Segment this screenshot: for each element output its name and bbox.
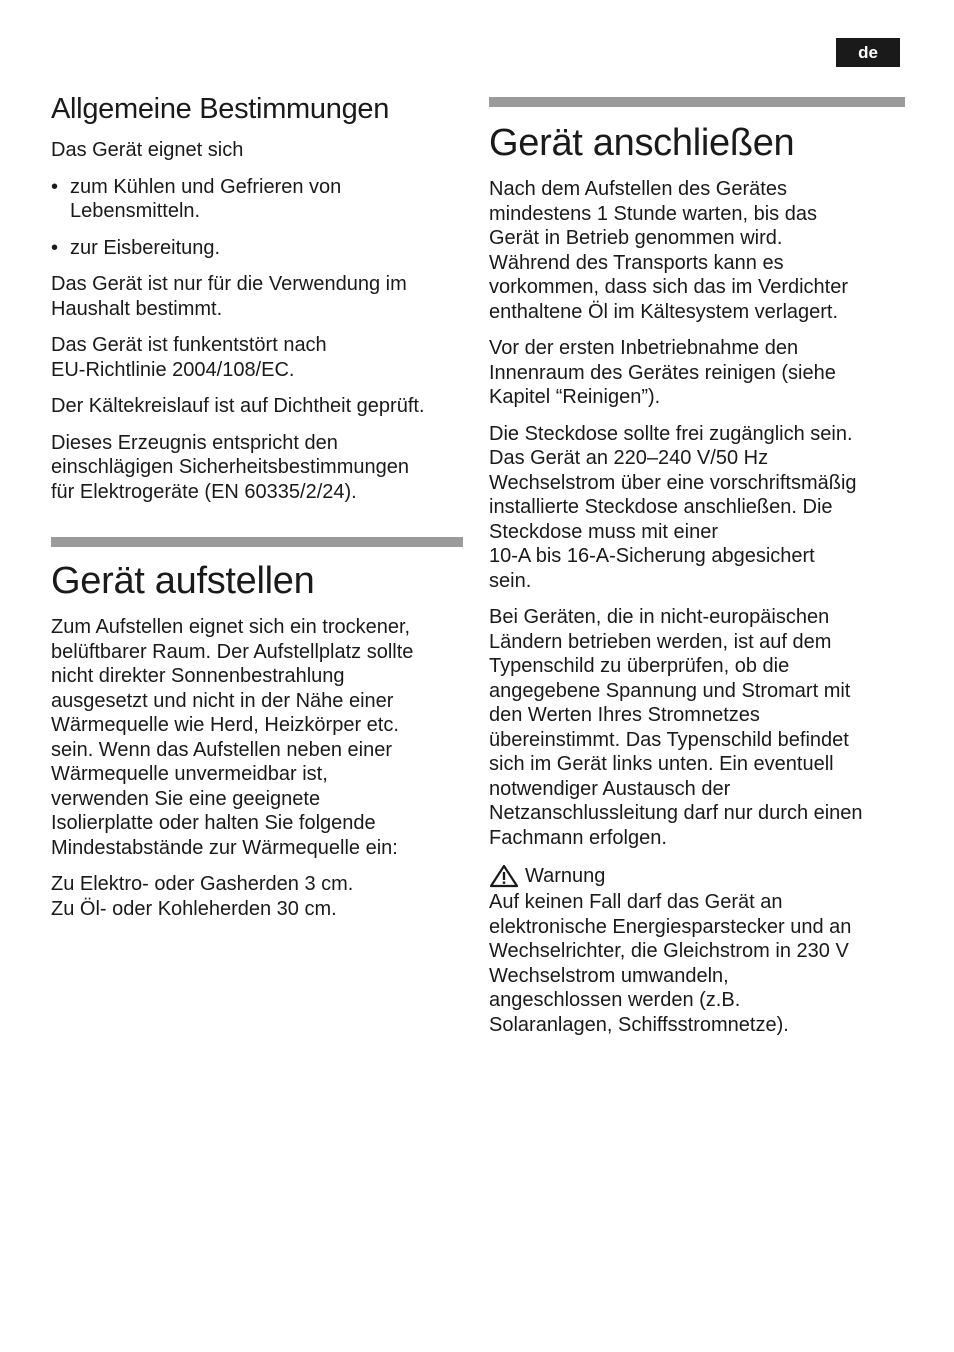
paragraph: Die Steckdose sollte frei zugänglich sein. Das Gerät an 220–240 V/50 Hz Wechselstrom über eine vorschriftsmäßig installierte Steckdose anschließen. Die Steckdose muss mit einer 10-A bis 16-A-Sicherung abgesichert sein. bbox=[489, 422, 857, 592]
usage-list bbox=[51, 175, 463, 261]
list-item bbox=[51, 236, 463, 261]
intro-text: Das Gerät eignet sich bbox=[51, 139, 244, 161]
left-column bbox=[51, 92, 463, 933]
section-title-connecting: Gerät anschließen bbox=[489, 122, 795, 164]
language-badge: de bbox=[836, 38, 900, 67]
section-title-general-provisions: Allgemeine Bestimmungen bbox=[51, 93, 390, 125]
section-divider bbox=[51, 537, 463, 547]
bullet-icon: • bbox=[51, 236, 59, 259]
warning-label: Warnung bbox=[525, 865, 606, 887]
paragraph: Dieses Erzeugnis entspricht den einschlägigen Sicherheitsbestimmungen für Elektrogeräte (EN 60335/2/24). bbox=[51, 431, 409, 503]
paragraph: Bei Geräten, die in nicht-europäischen Ländern betrieben werden, ist auf dem Typenschild zu überprüfen, ob die angegebene Spannung und Stromart mit den Werten Ihres Stromnetzes übereinstimmt. Das Typenschild befindet sich im Gerät links unten. Ein eventuell notwendiger Austausch der Netzanschlussleitung darf nur durch einen Fachmann erfolgen. bbox=[489, 606, 863, 849]
list-item bbox=[51, 175, 463, 224]
paragraph: Der Kältekreislauf ist auf Dichtheit geprüft. bbox=[51, 395, 425, 417]
warning-triangle-icon bbox=[489, 864, 519, 888]
list-item-text: zum Kühlen und Gefrieren von Lebensmitteln. bbox=[70, 175, 342, 222]
paragraph: Zum Aufstellen eignet sich ein trockener, belüftbarer Raum. Der Aufstellplatz sollte nicht direkter Sonnenbestrahlung ausgesetzt und nicht in der Nähe einer Wärmequelle wie Herd, Heizkörper etc. sein. Wenn das Aufstellen neben einer Wärmequelle unvermeidbar ist, verwenden Sie eine geeignete Isolierplatte oder halten Sie folgende Mindestabstände zur Wärmequelle ein: bbox=[51, 616, 414, 859]
section-title-installation: Gerät aufstellen bbox=[51, 560, 315, 602]
paragraph: Vor der ersten Inbetriebnahme den Innenraum des Gerätes reinigen (siehe Kapitel “Reinigen”). bbox=[489, 337, 836, 408]
paragraph: Zu Elektro- oder Gasherden 3 cm. Zu Öl- oder Kohleherden 30 cm. bbox=[51, 873, 354, 920]
list-item-text: zur Eisbereitung. bbox=[70, 236, 221, 259]
bullet-icon: • bbox=[51, 175, 59, 198]
right-column bbox=[489, 97, 905, 1049]
paragraph: Nach dem Aufstellen des Gerätes mindestens 1 Stunde warten, bis das Gerät in Betrieb genommen wird. Während des Transports kann es vorkommen, dass sich das im Verdichter enthaltene Öl im Kältesystem verlagert. bbox=[489, 178, 849, 323]
warning-heading bbox=[489, 864, 905, 888]
warning-text: Auf keinen Fall darf das Gerät an elektronische Energiesparstecker und an Wechselrichter, die Gleichstrom in 230 V Wechselstrom umwandeln, angeschlossen werden (z.B. Solaranlagen, Schiffsstromnetze). bbox=[489, 891, 852, 1036]
paragraph: Das Gerät ist funkentstört nach EU-Richtlinie 2004/108/EC. bbox=[51, 334, 327, 381]
paragraph: Das Gerät ist nur für die Verwendung im Haushalt bestimmt. bbox=[51, 273, 407, 320]
section-divider bbox=[489, 97, 905, 107]
